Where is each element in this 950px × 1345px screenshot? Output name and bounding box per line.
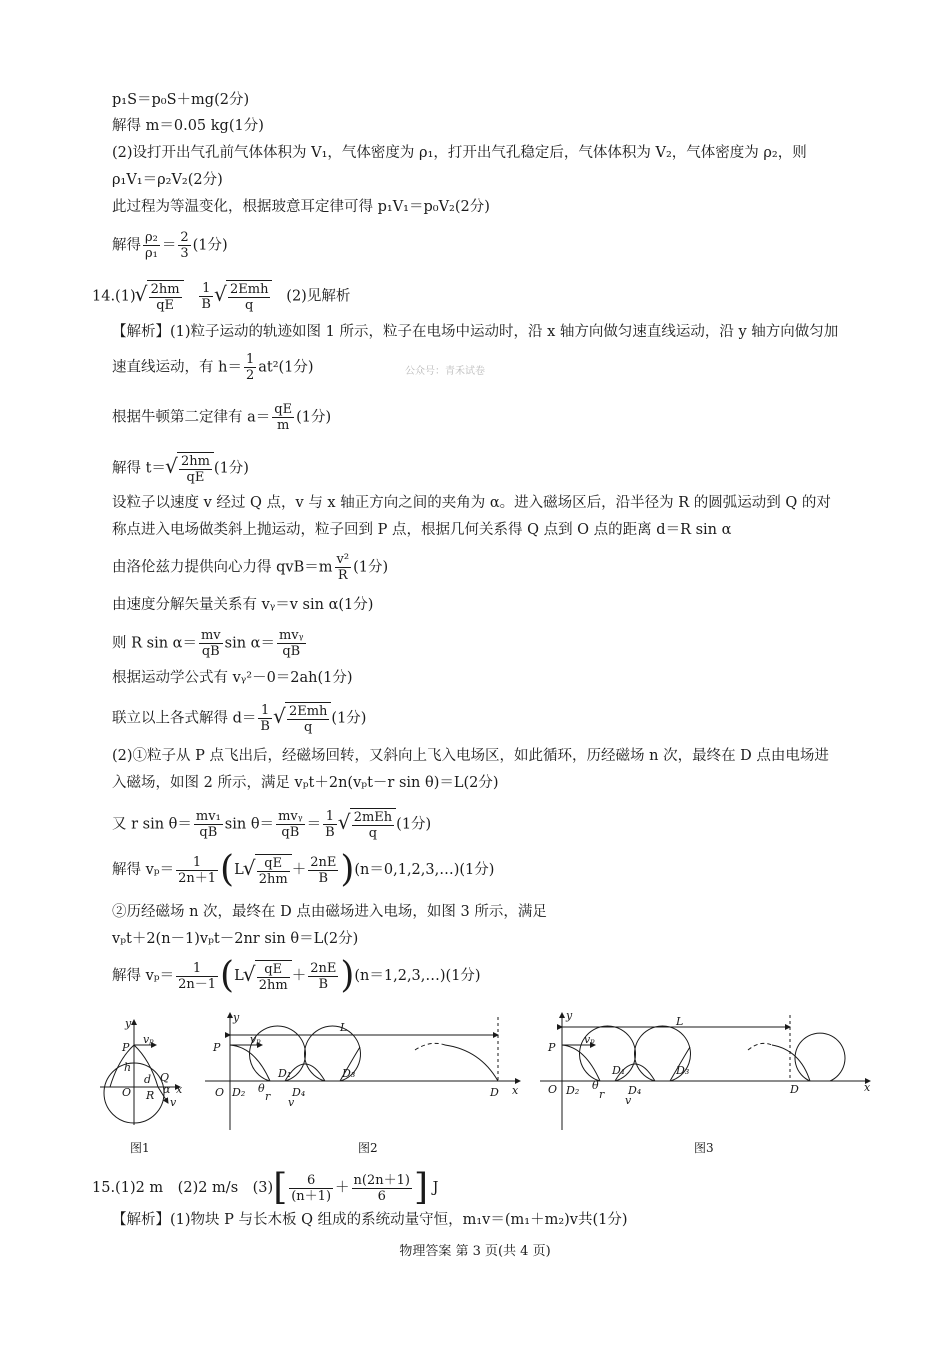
text-line (112, 849, 495, 890)
label-Q: Q (160, 1071, 170, 1084)
text-line (112, 452, 249, 485)
text: 解得 vₚ＝ (112, 862, 175, 878)
denominator: m (277, 418, 290, 433)
fraction (277, 628, 306, 659)
fraction (335, 552, 352, 583)
denominator: 2n－1 (178, 976, 217, 992)
fraction (143, 230, 160, 261)
label-h: h (124, 1061, 132, 1074)
text: (1分) (353, 559, 389, 576)
fraction (258, 703, 272, 734)
text-line: 由速度分解矢量关系有 vᵧ＝v sin α(1分) (112, 597, 374, 613)
label-P: P (213, 1041, 221, 1054)
label-O: O (548, 1083, 558, 1096)
numerator: √ 2hm (180, 454, 210, 469)
denominator: ρ₁ (145, 246, 158, 261)
result-line: 解得 m＝0.05 kg(1分) (112, 118, 264, 134)
fraction (289, 1173, 333, 1204)
text-line (112, 808, 431, 841)
text: (1分) (296, 409, 332, 426)
watermark: 公众号：青禾试卷 (405, 366, 485, 377)
text-line: (2)设打开出气孔前气体体积为 V₁，气体密度为 ρ₁，打开出气孔稳定后，气体体积为 V₂，气体密度为 ρ₂，则 (112, 145, 807, 161)
text: ＋ (291, 862, 307, 878)
denominator: qE (186, 470, 205, 485)
text-line (112, 628, 308, 659)
figure-2 (205, 1013, 520, 1130)
figure-2-caption: 图2 (358, 1141, 378, 1155)
label-vp: vₚ (584, 1033, 595, 1046)
label-D: D (490, 1086, 499, 1099)
analysis-line: 【解析】(1)粒子运动的轨迹如图 1 所示，粒子在电场中运动时，沿 x 轴方向做匀速直线运动，沿 y 轴方向做匀加 (112, 324, 839, 340)
numerator: mv₁ (195, 809, 221, 824)
text-line: 根据运动学公式有 vᵧ²－0＝2ah(1分) (112, 670, 353, 686)
text: sin α＝ (224, 635, 275, 652)
text: 解得 t＝ (112, 460, 166, 477)
bracket-close: ) (340, 955, 355, 996)
text: 又 r sin θ＝ (112, 816, 192, 833)
bracket-open: [ (273, 1167, 288, 1208)
denominator: R (337, 568, 348, 583)
text: 由洛伦兹力提供向心力得 qvB＝m (112, 559, 333, 576)
denominator: (n＋1) (291, 1188, 332, 1204)
fraction (276, 809, 305, 840)
text-line (112, 552, 388, 583)
numerator: ρ₂ (145, 230, 158, 245)
denominator: 2hm (258, 871, 288, 887)
label-theta: θ (592, 1079, 599, 1092)
figure-3-caption: 图3 (694, 1141, 714, 1155)
label-D4: D₄ (628, 1084, 642, 1097)
label-v: v (288, 1096, 295, 1109)
text-line: ②历经磁场 n 次，最终在 D 点由磁场进入电场，如图 3 所示，满足 (112, 904, 547, 920)
text-line: 此过程为等温变化，根据玻意耳定律可得 p₁V₁＝p₀V₂(2分) (112, 199, 490, 215)
numerator: mvᵧ (278, 628, 304, 643)
numerator: 2nE (310, 854, 337, 870)
label-D3: D₃ (342, 1067, 356, 1080)
label-vp: vₚ (143, 1033, 154, 1046)
numerator: mvᵧ (278, 809, 303, 824)
label-x: x (176, 1083, 183, 1096)
page-footer: 物理答案 第 3 页(共 4 页) (399, 1244, 551, 1259)
label-r: r (599, 1088, 605, 1101)
text-line (112, 702, 366, 735)
result-line (112, 230, 228, 261)
denominator: 2n＋1 (178, 870, 217, 886)
numerator: √ 2hm (150, 282, 180, 297)
label-r: r (265, 1090, 271, 1103)
figures-diagram (0, 1005, 950, 1160)
label-vp: vₚ (250, 1033, 261, 1046)
fraction (352, 1173, 412, 1204)
text-line (112, 955, 481, 996)
bracket-close: ] (413, 1167, 429, 1208)
numerator: 1 (176, 855, 218, 871)
text-line (112, 402, 331, 433)
label-alpha: α (163, 1083, 171, 1096)
text: sin θ＝ (224, 816, 275, 833)
sqrt (166, 452, 214, 485)
label-R: R (146, 1089, 155, 1102)
numerator: 1 (176, 961, 218, 977)
numerator: mv (200, 628, 221, 643)
text: 解得 (112, 237, 141, 254)
label-y: y (233, 1011, 240, 1024)
label-d: d (144, 1073, 152, 1086)
denominator: q (368, 826, 378, 841)
sqrt (215, 280, 272, 313)
sqrt (274, 702, 331, 735)
label-O: O (122, 1086, 132, 1099)
numerator: √ qE (257, 856, 290, 872)
text-line (112, 352, 314, 383)
text: L (234, 862, 244, 878)
equation-line: vₚt＋2(n－1)vₚt－2nr sin θ＝L(2分) (112, 931, 359, 947)
text: ＋ (335, 1180, 350, 1196)
figure-3 (540, 1013, 870, 1130)
numerator: 2nE (310, 960, 337, 976)
numerator: √ 2Emh (288, 704, 328, 719)
label-P: P (122, 1041, 130, 1054)
denominator: q (304, 720, 313, 735)
denominator: q (245, 298, 254, 313)
fraction (308, 855, 338, 886)
fraction (176, 855, 218, 886)
label-x: x (512, 1084, 519, 1097)
fraction (178, 230, 190, 261)
question-number: 14.(1) (92, 288, 136, 305)
question-14-answer (92, 280, 350, 313)
denominator: B (318, 870, 329, 886)
text: 解得 vₚ＝ (112, 968, 175, 984)
numerator: √ qE (257, 962, 290, 978)
numerator: 2 (180, 230, 189, 245)
bracket-open: ( (220, 849, 235, 890)
text: (1分) (213, 460, 249, 477)
denominator: B (325, 825, 335, 840)
text: L (234, 968, 244, 984)
fraction (194, 809, 223, 840)
denominator: 2 (245, 368, 255, 383)
label-D4: D₄ (292, 1086, 306, 1099)
label-P: P (548, 1041, 556, 1054)
text: J (432, 1180, 439, 1196)
text: 则 R sin α＝ (112, 635, 197, 652)
text: 速直线运动，有 h＝ (112, 359, 242, 376)
label-L: L (340, 1021, 348, 1034)
label-theta: θ (258, 1082, 265, 1095)
question-15-answer (92, 1167, 439, 1208)
numerator: v² (336, 552, 350, 567)
numerator: 6 (289, 1173, 333, 1189)
fraction (244, 352, 256, 383)
text: (1分) (396, 816, 432, 833)
numerator: √ 2mEh (353, 810, 393, 825)
text: ＝ (306, 816, 322, 833)
denominator: qB (199, 825, 218, 840)
text: 根据牛顿第二定律有 a＝ (112, 409, 271, 426)
bracket-open: ( (220, 955, 235, 996)
label-L: L (676, 1015, 684, 1028)
numerator: 1 (199, 281, 213, 297)
denominator: qB (282, 644, 301, 659)
text: (n＝1,2,3,…)(1分) (354, 968, 481, 984)
text-line: 称点进入电场做类斜上抛运动，粒子回到 P 点，根据几何关系得 Q 点到 O 点的距离 d＝R sin α (112, 522, 732, 538)
fraction (199, 281, 213, 312)
label-D2: D₂ (566, 1084, 580, 1097)
numerator: qE (274, 402, 293, 417)
sqrt (244, 854, 292, 887)
label-x: x (864, 1081, 871, 1094)
fraction (308, 961, 338, 992)
text: 15.(1)2 m (2)2 m/s (3) (92, 1180, 274, 1196)
denominator: 6 (377, 1188, 386, 1204)
denominator: 2hm (258, 977, 288, 993)
label-D1: D₁ (278, 1067, 292, 1080)
label-O: O (215, 1086, 225, 1099)
label-v: v (625, 1094, 632, 1107)
sqrt (136, 280, 184, 313)
denominator: B (201, 297, 211, 312)
numerator: 1 (258, 703, 272, 719)
bracket-close: ) (340, 849, 355, 890)
figure-1-caption: 图1 (130, 1141, 150, 1155)
label-y: y (125, 1017, 132, 1030)
fraction (272, 402, 294, 433)
label-D3: D₃ (676, 1064, 690, 1077)
numerator: √ 2Emh (229, 282, 269, 297)
analysis-line: 【解析】(1)物块 P 与长木板 Q 组成的系统动量守恒，m₁v＝(m₁＋m₂)v共(1分) (112, 1212, 628, 1228)
denominator: qB (281, 825, 300, 840)
text: (2)见解析 (286, 288, 351, 305)
text: (n＝0,1,2,3,…)(1分) (354, 862, 495, 878)
numerator: n(2n＋1) (353, 1172, 410, 1188)
label-v: v (170, 1096, 177, 1109)
label-D1: D₁ (612, 1064, 626, 1077)
denominator: B (260, 719, 270, 734)
numerator: 1 (323, 809, 337, 825)
equation-line: p₁S＝p₀S＋mg(2分) (112, 92, 250, 108)
text: (1分) (192, 237, 228, 254)
sqrt (339, 808, 396, 841)
denominator: 3 (180, 246, 189, 261)
text: ＋ (291, 968, 307, 984)
text: ＝ (161, 237, 177, 254)
sqrt (244, 960, 292, 993)
fraction (176, 961, 218, 992)
denominator: qE (156, 298, 174, 313)
text: (1分) (331, 710, 367, 727)
denominator: qB (201, 644, 220, 659)
text-line: (2)①粒子从 P 点飞出后，经磁场回转，又斜向上飞入电场区，如此循环，历经磁场 n 次，最终在 D 点由电场进 (112, 748, 829, 764)
text: 联立以上各式解得 d＝ (112, 710, 257, 727)
label-D: D (790, 1083, 799, 1096)
denominator: B (318, 976, 329, 992)
label-D2: D₂ (232, 1086, 246, 1099)
numerator: 1 (245, 352, 255, 367)
label-y: y (566, 1009, 573, 1022)
fraction (199, 628, 223, 659)
text-line: 设粒子以速度 v 经过 Q 点，v 与 x 轴正方向之间的夹角为 α。进入磁场区后，沿半径为 R 的圆弧运动到 Q 的对 (112, 495, 831, 511)
text-line: 入磁场，如图 2 所示，满足 vₚt＋2n(vₚt－r sin θ)＝L(2分) (112, 775, 499, 791)
text: at²(1分) (258, 359, 314, 376)
equation-line: ρ₁V₁＝ρ₂V₂(2分) (112, 172, 223, 188)
fraction (323, 809, 337, 840)
